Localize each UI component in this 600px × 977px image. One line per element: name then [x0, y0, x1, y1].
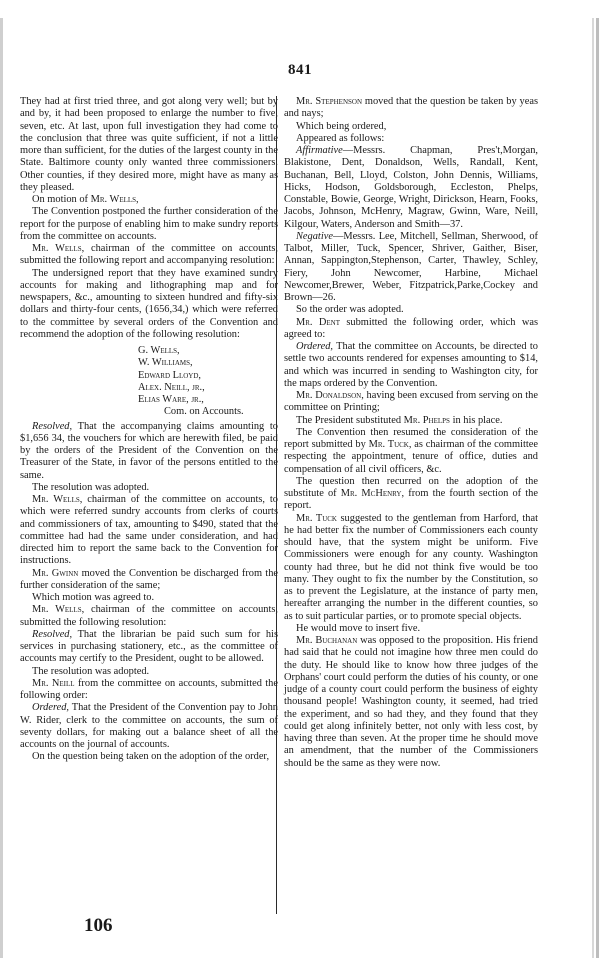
paragraph: The resolution was adopted.	[32, 665, 150, 677]
resolution-lead: Resolved,	[32, 628, 73, 640]
paragraph: The Convention then resumed the consideration of the report submitted by Mr. Tuck, as chairman of the committee respecting the appointment, tenure of office, duties and compensation of all civil officers, &c.	[284, 426, 538, 475]
speaker-name: Mr. Gwinn	[32, 567, 79, 579]
paragraph: So the order was adopted.	[296, 304, 404, 316]
speaker-name: Mr. Buchanan	[296, 635, 358, 646]
speaker-name: Mr. Donaldson,	[296, 390, 364, 401]
speaker-name: Mr. Phelps	[403, 414, 450, 426]
order-lead: Ordered,	[32, 702, 70, 714]
speaker-name: Mr. Wells,	[32, 604, 85, 616]
right-page-edge-outer	[596, 18, 599, 958]
paragraph: He would move to insert five.	[296, 622, 421, 634]
paragraph: Mr. Tuck suggested to the gentleman from Harford, that he had better fix the number of Commissioners each county should have, that the system might be uniform. Five Commissioners were enough for any county. Washington county had three, but he did not think five would be too many. They ought to fix the number by the Constitution, so as to prevent the Legislature, at the instance of party men, hereafter arranging the number in the different counties, so as to suit particular parties, or to promote special objects.	[284, 512, 538, 622]
paragraph: The undersigned report that they have examined sundry accounts for making and lithographing map and for newspapers, &c., amounting to sixteen hundred and fifty-six dollars and thirty-four cents, (1656,34,) which were referred to the committee by several orders of the Convention and recommend the adoption of the following resolution:	[20, 267, 278, 340]
vote-lead: Negative	[296, 230, 333, 242]
signature-line: G. Wells,	[138, 345, 180, 356]
signature-line: Elias Ware, jr.,	[138, 394, 204, 405]
signature-line: Alex. Neill, jr.,	[138, 381, 205, 393]
paragraph: Mr. Wells, chairman of the committee on accounts, submitted the following resolution:	[20, 604, 278, 628]
paragraph: Affirmative—Messrs. Chapman, Pres't,Morgan, Blakistone, Dent, Donaldson, Wells, Randall, Kent, Buchanan, Bell, Lloyd, Colston, John Dennis, Williams, Hicks, Hodson, Goldsborough, Eccleston, Phelps, Constable, Bowie, George, Wright, Dirickson, Hearn, Fooks, Jacobs, Johnson, McHenry, Magraw, Gwinn, Ware, Neill, Kilgour, Waters, Anderson and Smith—37.	[284, 145, 538, 230]
speaker-name: Mr. McHenry,	[340, 488, 405, 499]
vote-lead: Affirmative	[296, 145, 343, 156]
paragraph: Mr. Dent submitted the following order, which was agreed to:	[284, 316, 538, 340]
signature-line: Edward Lloyd,	[138, 369, 201, 381]
paragraph: Mr. Donaldson, having been excused from serving on the committee on Printing;	[284, 390, 538, 414]
paragraph: They had at first tried three, and got along very well; but by and by, it had been proposed to enlarge the number to five, seven, etc. At last, upon full investigation they had come to the conclusion that three was quite sufficient, if not a little more than sufficient, for the duties of the largest county in the State. Baltimore county only wanted three commissioners. Other counties, if they desired more, might have as many as they pleased.	[20, 96, 278, 193]
speaker-name: Mr. Tuck	[296, 512, 337, 524]
paragraph: The President substituted Mr. Phelps in his place.	[296, 414, 503, 426]
paragraph: Resolved, That the accompanying claims amounting to $1,656 34, the vouchers for which are herewith filed, be paid by the orders of the President of the Convention on the Treasurer of the State, in favor of the persons entitled to the same.	[20, 420, 278, 481]
paragraph: Ordered, That the President of the Convention pay to John W. Rider, clerk to the committee on accounts, the sum of seventy dollars, for making out a balance sheet of all the accounts on the journal of accounts.	[20, 702, 278, 750]
page-number: 841	[288, 62, 312, 78]
resolution-lead: Resolved,	[32, 420, 73, 432]
signature-mark: 106	[84, 915, 113, 936]
committee-signatures	[20, 345, 278, 419]
paragraph: Ordered, That the committee on Accounts, be directed to settle two accounts rendered for expenses amounting to $14, and which was incurred in sending to Washington city, for the maps ordered by the Convention.	[284, 341, 538, 389]
paragraph: Mr. Neill from the committee on accounts, submitted the following order:	[20, 677, 278, 701]
speaker-name: Mr. Neill	[32, 677, 75, 689]
paragraph: Negative—Messrs. Lee, Mitchell, Sellman, Sherwood, of Talbot, Miller, Tuck, Spencer, Shriver, Gaither, Biser, Annan, Sappington,Stephenson, Carter, Thawley, Schley, Fiery, John Newcomer, Harbine, Michael Newcomer,Brewer, Weber, Fitzpatrick,Parke,Cockey and Brown—26.	[284, 230, 538, 303]
paragraph: Mr. Stephenson moved that the question be taken by yeas and nays;	[284, 96, 538, 120]
paragraph: Mr. Buchanan was opposed to the proposition. His friend had said that he could not imagine how three men could do the duty. He should like to know how three judges of the Orphans' court could perform the duties of his county, or one judge of a county court could perform the business of eighty thousand people! Washington county, it seemed, had tried the experiment, and so had they, and they found that they could get along infinitely better, not only with less cost, by having three than seven. At the proper time he should move an amendment, that the number of the Commissioners should be the same as they were now.	[284, 635, 538, 769]
paragraph: Mr. Wells, chairman of the committee on accounts, to which were referred sundry accounts from clerks of courts and commissioners of tax, amounting to $490, stated that the committee had had the same under consideration, and had directed him to report the same back to the Convention for instructions.	[20, 494, 278, 567]
left-column	[20, 96, 278, 764]
speaker-name: Mr. Wells,	[90, 194, 139, 205]
speaker-name: Mr. Wells,	[32, 243, 85, 254]
paragraph: On the question being taken on the adoption of the order,	[32, 751, 270, 763]
right-column	[284, 96, 538, 770]
paragraph: The question then recurred on the adoption of the substitute of Mr. McHenry, from the fourth section of the report.	[284, 475, 538, 512]
order-lead: Ordered,	[296, 341, 334, 352]
speaker-name: Mr. Wells,	[32, 494, 83, 505]
paragraph: The Convention postponed the further consideration of the report for the purpose of enabling him to make sundry reports from the committee on accounts.	[20, 206, 278, 242]
signature-line: W. Williams,	[138, 357, 193, 369]
paragraph: Which being ordered,	[296, 120, 387, 132]
column-divider	[276, 96, 277, 914]
paragraph: Mr. Gwinn moved the Convention be discharged from the further consideration of the same;	[20, 567, 278, 591]
paragraph: Mr. Wells, chairman of the committee on accounts, submitted the following report and accompanying resolution:	[20, 243, 278, 267]
paragraph: The resolution was adopted.	[32, 481, 150, 493]
right-page-edge	[592, 18, 594, 958]
left-page-edge	[0, 18, 3, 958]
speaker-name: Mr. Stephenson	[296, 96, 362, 107]
signature-line: Com. on Accounts.	[164, 406, 244, 418]
speaker-name: Mr. Tuck,	[368, 439, 412, 450]
speaker-name: Mr. Dent	[296, 316, 340, 328]
paragraph: Resolved, That the librarian be paid such sum for his services in purchasing stationery, etc., as the committee of accounts may certify to the President, ought to be allowed.	[20, 628, 278, 665]
paragraph: Which motion was agreed to.	[32, 592, 155, 603]
paragraph: Appeared as follows:	[296, 132, 385, 144]
paragraph: On motion of Mr. Wells,	[32, 194, 139, 205]
